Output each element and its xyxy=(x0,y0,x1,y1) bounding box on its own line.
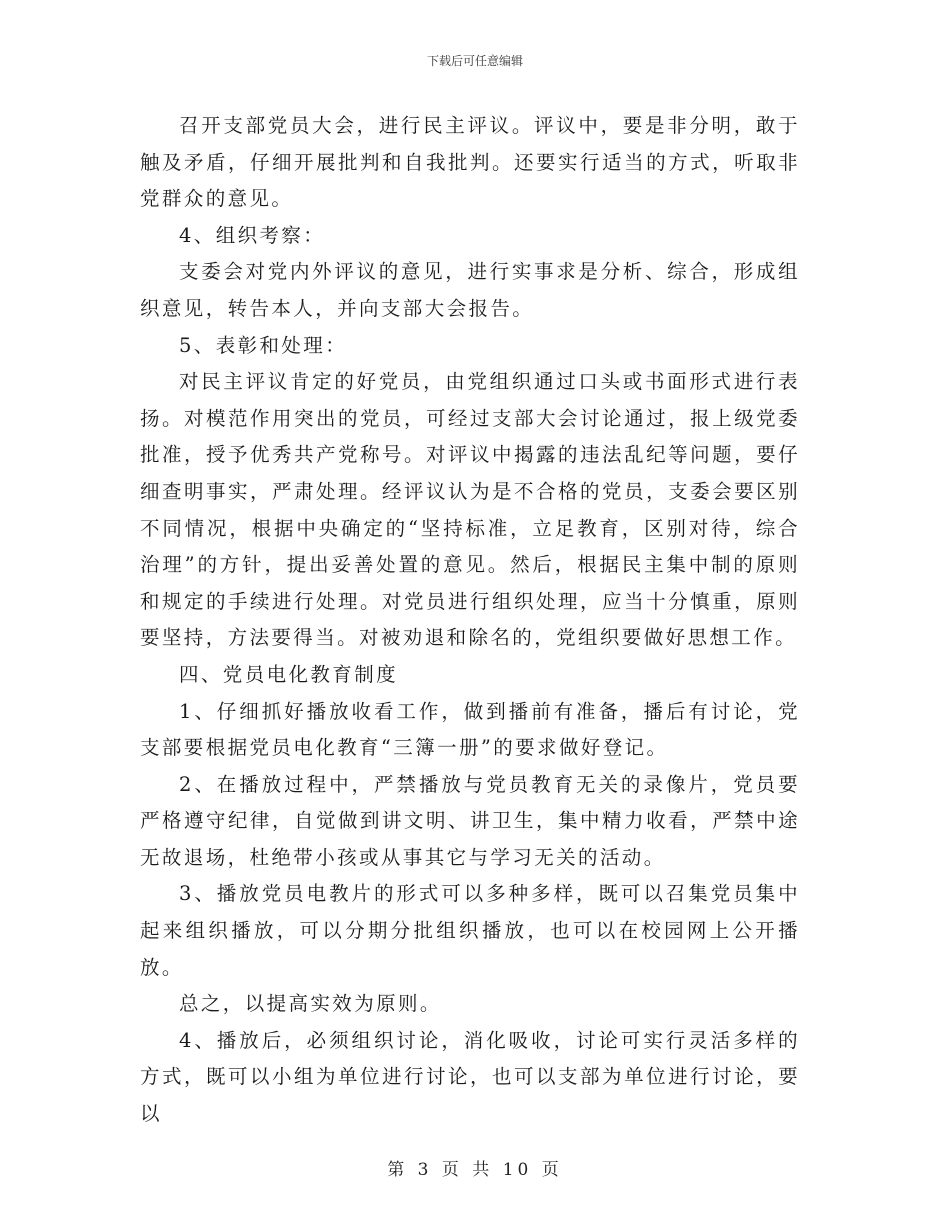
paragraph-item-2: 2、在播放过程中，严禁播放与党员教育无关的录像片，党员要严格遵守纪律，自觉做到讲文明、讲卫生，集中精力收看，严禁中途无故退场，杜绝带小孩或从事其它与学习无关的活动。 xyxy=(140,772,800,869)
document-body xyxy=(140,108,800,1133)
heading-commendation-handling: 5、表彰和处理： xyxy=(179,333,348,357)
page-footer: 第 3 页 共 10 页 xyxy=(387,1160,563,1180)
paragraph-commendation-details: 对民主评议肯定的好党员，由党组织通过口头或书面形式进行表扬。对模范作用突出的党员，可经过支部大会讨论通过，报上级党委批准，授予优秀共产党称号。对评议中揭露的违法乱纪等问题，要仔细查明事实，严肃处理。经评议认为是不合格的党员，支委会要区别不同情况，根据中央确定的“坚持标准，立足教育，区别对待，综合治理”的方针，提出妥善处置的意见。然后，根据民主集中制的原则和规定的手续进行处理。对党员进行组织处理，应当十分慎重，原则要坚持，方法要得当。对被劝退和除名的，党组织要做好思想工作。 xyxy=(140,370,800,650)
page-header: 下载后可任意编辑 xyxy=(426,54,523,68)
paragraph-item-1: 1、仔细抓好播放收看工作，做到播前有准备，播后有讨论，党支部要根据党员电化教育“三簿一册”的要求做好登记。 xyxy=(140,699,800,760)
paragraph-item-3: 3、播放党员电教片的形式可以多种多样，既可以召集党员集中起来组织播放，可以分期分批组织播放，也可以在校园网上公开播放。 xyxy=(140,882,800,979)
paragraph-committee-opinion: 支委会对党内外评议的意见，进行实事求是分析、综合，形成组织意见，转告本人，并向支部大会报告。 xyxy=(140,260,800,320)
paragraph-item-4: 4、播放后，必须组织讨论，消化吸收，讨论可实行灵活多样的方式，既可以小组为单位进行讨论，也可以支部为单位进行讨论，要以 xyxy=(140,1028,800,1126)
paragraph-review-meeting: 召开支部党员大会，进行民主评议。评议中，要是非分明，敢于触及矛盾，仔细开展批判和自我批判。还要实行适当的方式，听取非党群众的意见。 xyxy=(140,114,800,211)
heading-organization-inspection: 4、组织考察： xyxy=(179,223,326,247)
heading-electronic-education: 四、党员电化教育制度 xyxy=(179,662,399,686)
paragraph-summary: 总之，以提高实效为原则。 xyxy=(179,992,442,1016)
